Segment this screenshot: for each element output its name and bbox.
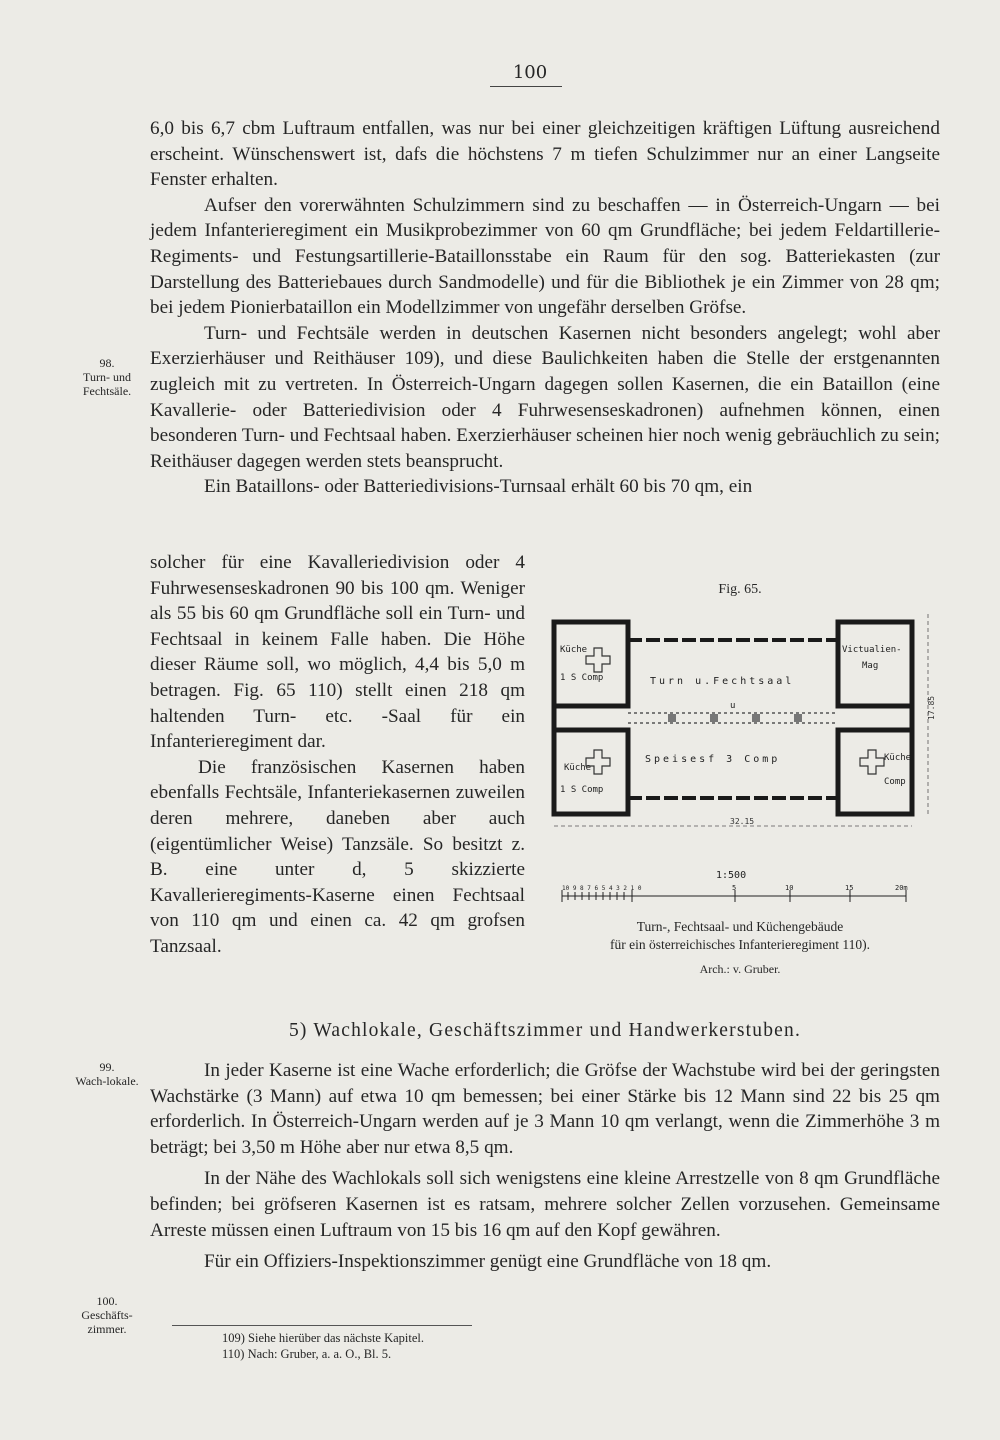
paragraph: solcher für eine Kavalleriedivision oder 4 Fuhrwesenseskadronen 90 bis 100 qm. Weniger als 55 bis 60 qm Grundfläche soll ein Turn- und Fechtsaal in keinem Falle haben. Die Höhe dieser Räume soll, wo möglich, 4,4 bis 5,0 m betragen. Fig. 65 110) stellt einen 218 qm haltenden Turn- etc. -Saal für ein Infanterieregiment dar. [150,552,525,753]
scale-tick: 10 [785,884,794,892]
text-block-bottom [150,1058,940,1275]
paragraph: 6,0 bis 6,7 cbm Luftraum entfallen, was nur bei einer gleichzeitigen kräftigen Lüftung ausreichend erscheint. Wünschenswert ist, dafs die höchstens 7 m tiefen Schulzimmer nur an einer Langseite Fenster erhalten. [150,118,940,191]
text-block-wrap [150,550,525,960]
right-wing-bottom [838,730,912,814]
figure-architect: Arch.: v. Gruber. [699,962,781,976]
footnotes [222,1330,424,1362]
room-label: Mag [862,661,879,671]
room-label: Turn u.Fechtsaal [650,676,795,687]
room-label: u [730,701,736,711]
paragraph: Für ein Offiziers-Inspektionszimmer genügt eine Grundfläche von 18 qm. [204,1251,772,1273]
room-label: 1 S Comp [560,785,604,795]
dimension-height: 17.85 [927,695,936,720]
caption-line: für ein österreichisches Infanterieregiment 110). [609,937,870,952]
text-block-top [150,116,940,500]
floor-plan [540,600,940,910]
margin-note-text: Wach-lokale. [75,1074,139,1088]
figure-caption [540,918,940,978]
margin-note-number: 100. [96,1294,118,1308]
margin-note-number: 99. [99,1060,115,1074]
paragraph: In der Nähe des Wachlokals soll sich wenigstens eine kleine Arrestzelle von 8 qm Grundfläche befinden; bei gröfseren Kasernen ist es ratsam, mehrere solcher Zellen vorzusehen. Gemeinsame Arreste müssen einen Luftraum von 15 bis 16 qm auf den Kopf gewähren. [150,1168,940,1241]
paragraph: Die französischen Kasernen haben ebenfalls Fechtsäle, Infanteriekasernen zuweilen deren mehrere, daneben aber auch (eigentümlicher Weise) Tanzsäle. So besitzt z. B. eine unter d, 5 skizzierte Kavallerieregiments-Kaserne einen Fechtsaal von 110 qm und einen ca. 42 qm grofsen Tanzsaal. [150,756,525,957]
paragraph: In jeder Kaserne ist eine Wache erforderlich; die Gröfse der Wachstube wird bei der geringsten Wachstärke (3 Mann) auf etwa 10 qm bemessen; bei einer Stärke bis 12 Mann sind 22 bis 25 qm erforderlich. In Österreich-Ungarn werden auf je 3 Mann 10 qm verlangt, wenn die Zimmerhöhe 3 m beträgt; bei 3,50 m Höhe aber nur etwa 8,5 qm. [150,1060,940,1158]
scale-tick: 5 [732,884,737,892]
margin-note-text: Turn- und Fechtsäle. [82,370,132,398]
paragraph: Aufser den vorerwähnten Schulzimmern sind zu beschaffen — in Österreich-Ungarn — bei jedem Infanterieregiment ein Musikprobezimmer von 60 qm Grundfläche; bei jedem Feldartillerie-Regiments- und Festungsartillerie-Bataillonsstabe ein Raum für den sog. Batteriekasten (zur Darstellung des Batteriebaues durch Sandmodelle) und für die Bibliothek je ein Zimmer von 28 qm; bei jedem Pionierbataillon ein Modellzimmer von ungefähr derselben Gröfse. [150,194,940,319]
scale-tick: 15 [845,884,854,892]
room-label: Speisesf 3 Comp [645,754,781,765]
room-label: Küche [564,763,592,773]
margin-note-98 [62,356,152,398]
room-label: Küche [884,753,912,763]
scale-ratio: 1:500 [716,870,747,881]
dimension-width: 32.15 [730,817,755,826]
page-number-rule [490,86,562,87]
paragraph: Ein Bataillons- oder Batteriedivisions-Turnsaal erhält 60 bis 70 qm, ein [204,476,753,498]
room-label: Comp [884,777,906,787]
footnote: 110) Nach: Gruber, a. a. O., Bl. 5. [222,1347,392,1361]
scale-left-ticks: 10 9 8 7 6 5 4 3 2 1 0 [562,885,642,892]
caption-line: Turn-, Fechtsaal- und Küchengebäude [636,919,844,934]
footnote: 109) Siehe hierüber das nächste Kapitel. [222,1331,425,1345]
room-label: Küche [560,645,588,655]
margin-note-100 [62,1294,152,1336]
margin-note-number: 98. [99,356,115,370]
footnote-rule [172,1325,472,1326]
scale-tick: 20m [895,884,908,892]
figure-label: Fig. 65. [718,582,762,597]
section-heading: 5) Wachlokale, Geschäftszimmer und Handwerkerstuben. [288,1020,802,1041]
page-number: 100 [512,62,548,83]
paragraph: Turn- und Fechtsäle werden in deutschen Kasernen nicht besonders angelegt; wohl aber Exerzierhäuser und Reithäuser 109), und diese Baulichkeiten haben die Stelle der erstgenannten zugleich mit zu vertreten. In Österreich-Ungarn dagegen sollen Kasernen, die ein Bataillon (eine Kavallerie- oder Batteriedivision oder 4 Fuhrwesenseskadronen) aufnehmen können, einen besonderen Turn- und Fechtsaal haben. Exerzierhäuser scheinen hier noch wenig gebräuchlich zu sein; Reithäuser dagegen werden stets beansprucht. [150,322,940,472]
room-label: 1 S Comp [560,673,604,683]
margin-note-99 [62,1060,152,1088]
margin-note-text: Geschäfts-zimmer. [81,1308,133,1336]
room-label: Victualien- [842,645,902,655]
